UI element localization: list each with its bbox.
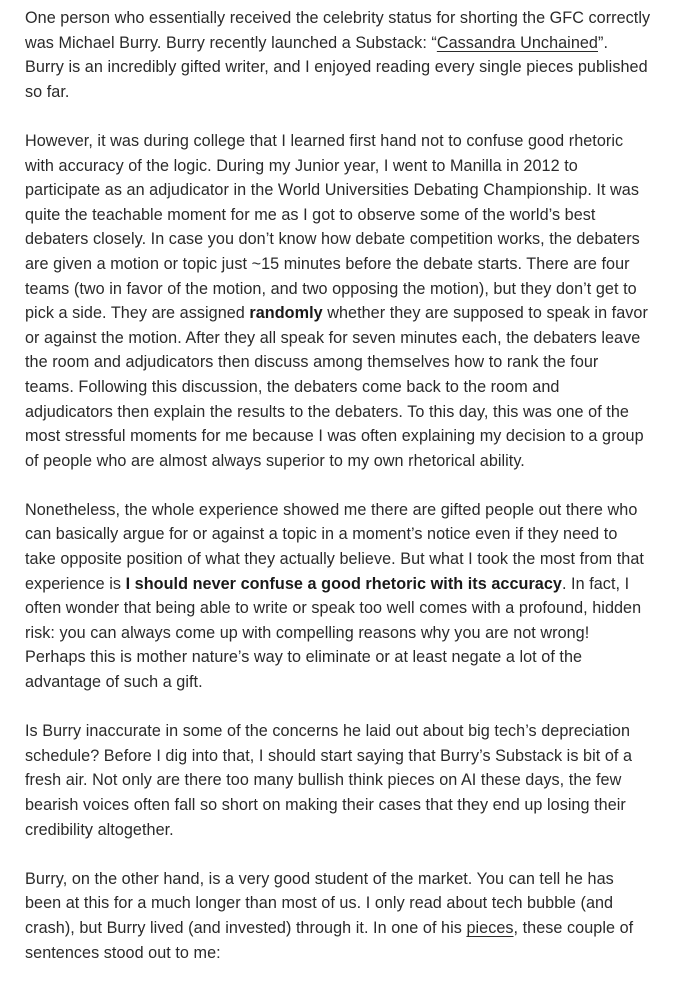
text-segment: Is Burry inaccurate in some of the concerns he laid out about big tech’s depreciation schedule? Before I dig into that, I should start saying that Burry’s Substack is bit of a fresh air. Not only are there too many bullish think pieces on AI these days, the few bearish voices often fall so short on making their cases that they end up losing their credibility altogether.: [25, 722, 633, 839]
pieces-link[interactable]: pieces: [466, 918, 514, 937]
text-segment: One person who essentially received the celebrity status for shorting the GFC correctly was Michael Burry. Burry recently launched a Substack: “: [25, 9, 651, 52]
text-segment: Burry, on the other hand, is a very good student of the market. You can tell he has been at this for a much longer than most of us. I only read about tech bubble (and crash), but Burry lived (and invested) through it. In one of his: [25, 869, 614, 937]
cassandra-unchained-link[interactable]: Cassandra Unchained: [436, 33, 598, 52]
text-segment: Nonetheless, the whole experience showed me there are gifted people out there who can basically argue for or against a topic in a moment’s notice even if they need to take opposite position of what they actually believe. But what I took the most from that experience is: [25, 500, 644, 593]
text-segment: , these couple of sentences stood out to me:: [25, 918, 634, 962]
text-segment: whether they are supposed to speak in favor or against the motion. After they all speak for seven minutes each, the debaters leave the room and adjudicators then discuss among themselves how to rank the four teams. Following this discussion, the debaters come back to the room and adjudicators then explain the results to the debaters. To this day, this was one of the most stressful moments for me because I was often explaining my decision to a group of people who are almost always superior to my own rhetorical ability.: [25, 304, 648, 470]
paragraph-debate-story: [25, 129, 651, 473]
paragraph-burry-student: [25, 867, 651, 965]
paragraph-rhetoric-lesson: [25, 498, 651, 695]
text-segment: However, it was during college that I learned first hand not to confuse good rhetoric with accuracy of the logic. During my Junior year, I went to Manilla in 2012 to participate as an adjudicator in the World Universities Debating Championship. It was quite the teachable moment for me as I got to observe some of the world’s best debaters closely. In case you don’t know how debate competition works, the debaters are given a motion or topic just ~15 minutes before the debate starts. There are four teams (two in favor of the motion, and two opposing the motion), but they don’t get to pick a side. They are assigned: [25, 131, 640, 323]
paragraph-burry-concerns: [25, 719, 651, 842]
paragraph-burry-intro: [25, 6, 651, 104]
text-segment: ”. Burry is an incredibly gifted writer, and I enjoyed reading every single pieces published so far.: [25, 33, 648, 101]
emphasis-rhetoric-accuracy: I should never confuse a good rhetoric with its accuracy: [125, 574, 562, 593]
text-segment: . In fact, I often wonder that being able to write or speak too well comes with a profound, hidden risk: you can always come up with compelling reasons why you are not wrong! Perhaps this is mother nature’s way to eliminate or at least negate a lot of the advantage of such a gift.: [25, 574, 642, 692]
emphasis-randomly: randomly: [249, 304, 323, 323]
